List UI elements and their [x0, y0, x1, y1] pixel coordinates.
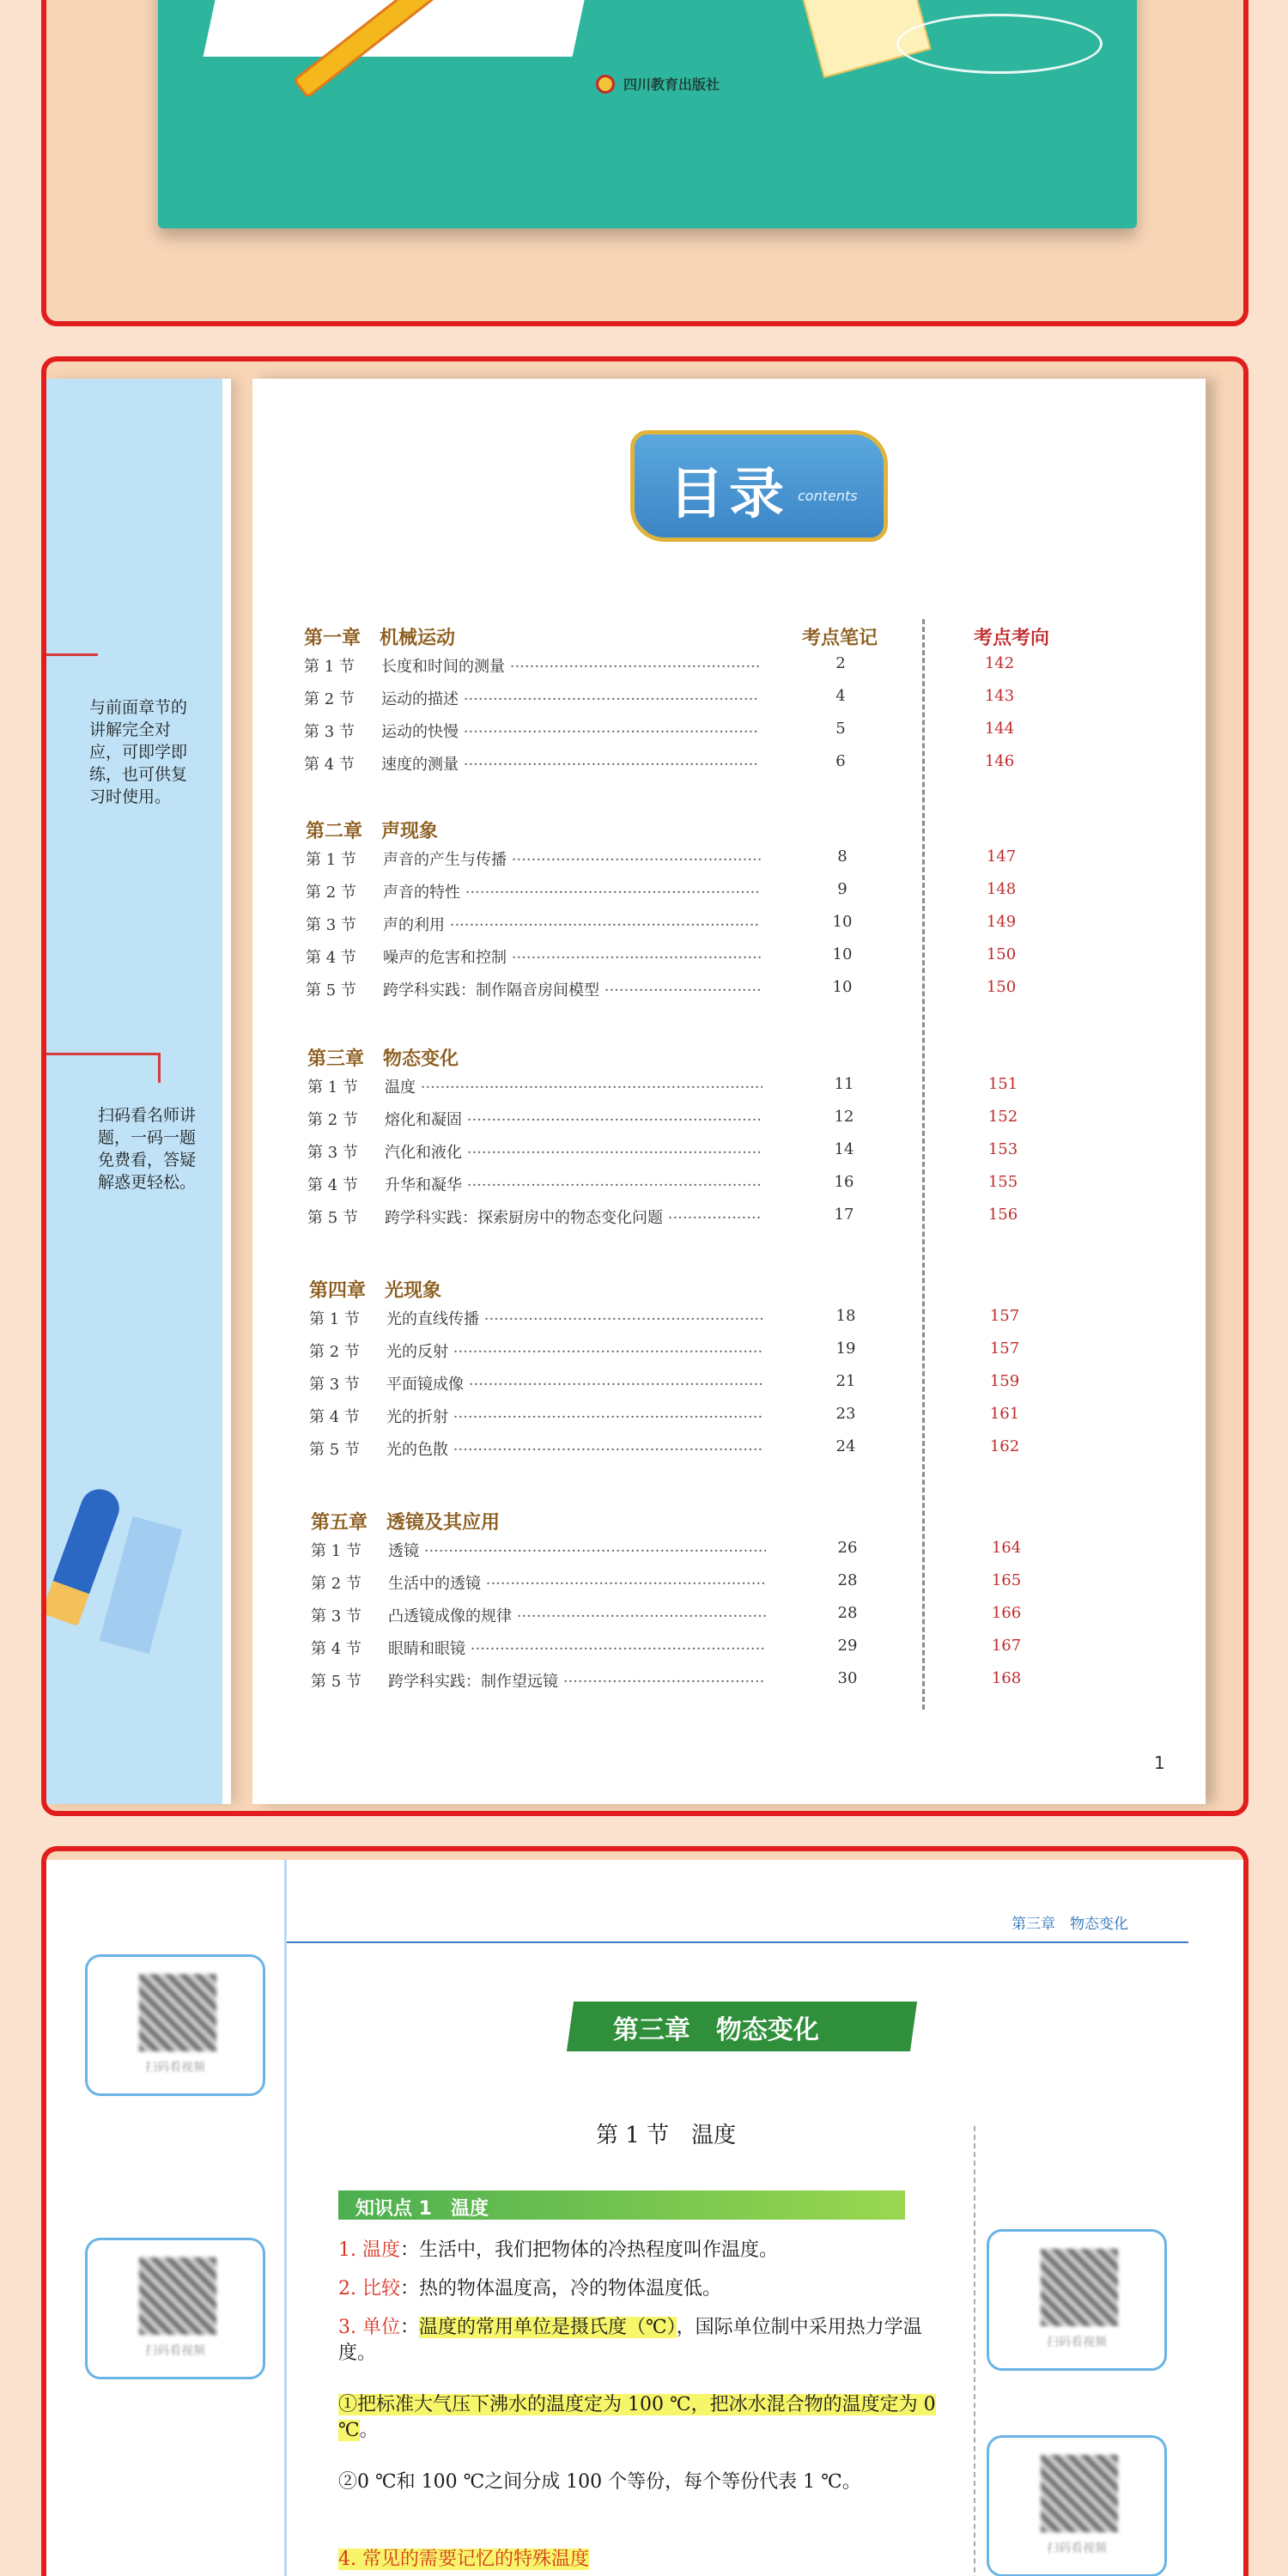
toc-page-exam: 147: [986, 848, 1017, 866]
toc-page-exam: 143: [984, 687, 1015, 705]
toc-section-title: 跨学科实践：探索厨房中的物态变化问题 ·····: [385, 1206, 762, 1228]
toc-section-number: 第 2 节: [304, 690, 355, 708]
toc-page-notes: 24: [835, 1437, 856, 1455]
toc-section-number: 第 3 节: [304, 723, 355, 741]
content-left-page: [46, 1860, 287, 2576]
toc-row[interactable]: [307, 1206, 1080, 1231]
content-page: [287, 1860, 1249, 2576]
toc-row[interactable]: [306, 913, 1078, 939]
left-note-1: 与前面章节的讲解完全对应，可即学即练，也可供复习时使用。: [89, 698, 188, 806]
qr-code-icon: [139, 2257, 216, 2335]
toc-page-notes: 14: [834, 1140, 854, 1158]
toc-page-notes: 16: [834, 1173, 854, 1191]
toc-row[interactable]: [306, 978, 1078, 1004]
toc-section-title: 声的利用 ·····: [383, 913, 761, 935]
item-1-text: ：生活中，我们把物体的冷热程度叫作温度。: [399, 2239, 778, 2261]
item-3-label: 3. 单位: [338, 2317, 400, 2338]
toc-row[interactable]: [311, 1571, 1084, 1597]
toc-section-title: 声音的特性 ·····: [383, 880, 761, 902]
toc-section-title: 光的反射 ·····: [386, 1340, 764, 1362]
toc-page-exam: 166: [991, 1604, 1022, 1622]
callout-line: [158, 1053, 161, 1083]
toc-section-title: 速度的测量 ·····: [381, 752, 759, 775]
toc-row[interactable]: [304, 720, 1077, 745]
toc-row[interactable]: [307, 1108, 1080, 1133]
toc-section-title: 温度 ·····: [385, 1075, 762, 1097]
toc-page-notes: 23: [835, 1405, 856, 1423]
col-head-notes: 考点笔记: [802, 628, 878, 649]
toc-section-title: 跨学科实践：制作望远镜 ·····: [388, 1669, 766, 1692]
toc-page: [252, 379, 1206, 1804]
qr-card[interactable]: [987, 2435, 1167, 2576]
toc-section-title: 汽化和液化 ·····: [385, 1140, 762, 1163]
toc-row[interactable]: [306, 880, 1078, 906]
toc-section-number: 第 4 节: [311, 1640, 361, 1658]
item-2-label: 2. 比较: [338, 2278, 400, 2300]
toc-section-title: 声音的产生与传播 ·····: [383, 848, 761, 870]
running-head: 第三章 物态变化: [1012, 1916, 1128, 1933]
toc-section-title: 噪声的危害和控制 ·····: [383, 945, 761, 968]
toc-section-title: 升华和凝华 ·····: [385, 1173, 762, 1195]
toc-section-number: 第 3 节: [307, 1144, 358, 1162]
item-3-text: ，国际单位制中采用热力学温度。: [338, 2317, 922, 2364]
toc-row[interactable]: [311, 1637, 1084, 1662]
toc-section-title: 运动的快慢 ·····: [381, 720, 759, 742]
qr-card[interactable]: [85, 2238, 265, 2379]
toc-row[interactable]: [304, 752, 1077, 778]
chapter-banner-label: 第三章 物态变化: [612, 2015, 819, 2045]
toc-page-notes: 17: [834, 1206, 854, 1224]
chapter-heading: 第三章 物态变化: [307, 1048, 459, 1070]
toc-page-notes: 10: [832, 978, 853, 996]
toc-page-exam: 162: [989, 1437, 1020, 1455]
toc-row[interactable]: [306, 945, 1078, 971]
toc-section-number: 第 2 节: [306, 884, 356, 902]
toc-section-number: 第 5 节: [309, 1441, 360, 1459]
cover-frame: [41, 0, 1249, 326]
toc-page-exam: 168: [991, 1669, 1022, 1687]
header-rule: [287, 1941, 1188, 1943]
toc-page-notes: 28: [837, 1604, 858, 1622]
qr-caption: 扫码看视频: [145, 2344, 205, 2358]
toc-page-notes: 10: [832, 913, 853, 931]
toc-section-title: 光的直线传播 ·····: [386, 1307, 764, 1329]
toc-page-exam: 157: [989, 1307, 1020, 1325]
item-1-label: 1. 温度: [338, 2239, 400, 2261]
toc-page-notes: 5: [835, 720, 846, 738]
publisher-logo-icon: [596, 75, 615, 94]
chapter-heading: 第一章 机械运动: [304, 628, 456, 649]
toc-row[interactable]: [309, 1307, 1082, 1333]
toc-row[interactable]: [311, 1539, 1084, 1564]
toc-page-notes: 8: [837, 848, 848, 866]
toc-page-notes: 28: [837, 1571, 858, 1589]
toc-row[interactable]: [306, 848, 1078, 873]
toc-section-title: 眼睛和眼镜 ·····: [388, 1637, 766, 1659]
toc-row[interactable]: [309, 1405, 1082, 1431]
toc-row[interactable]: [307, 1173, 1080, 1199]
toc-section-title: 跨学科实践：制作隔音房间模型 ·····: [383, 978, 761, 1000]
section-title: 第 1 节 温度: [596, 2123, 737, 2148]
publisher: [596, 74, 720, 94]
toc-page-notes: 18: [835, 1307, 856, 1325]
toc-page-notes: 9: [837, 880, 848, 898]
toc-section-number: 第 5 节: [311, 1673, 361, 1691]
toc-page-exam: 151: [987, 1075, 1018, 1093]
col-head-exam: 考点考向: [974, 628, 1050, 649]
toc-section-number: 第 4 节: [307, 1176, 358, 1194]
qr-card[interactable]: [987, 2229, 1167, 2371]
toc-page-exam: 150: [986, 945, 1017, 963]
toc-section-title: 熔化和凝固 ·····: [385, 1108, 762, 1130]
toc-section-number: 第 1 节: [307, 1078, 358, 1097]
toc-banner: [630, 430, 888, 542]
ring-illustration: [896, 14, 1103, 74]
toc-page-exam: 164: [991, 1539, 1022, 1557]
toc-page-exam: 153: [987, 1140, 1018, 1158]
item-2: [338, 2276, 957, 2302]
toc-row[interactable]: [309, 1437, 1082, 1463]
toc-frame: [41, 356, 1249, 1816]
toc-section-number: 第 5 节: [306, 981, 356, 999]
toc-page-notes: 10: [832, 945, 853, 963]
toc-section-number: 第 5 节: [307, 1209, 358, 1227]
item-3a: [338, 2392, 957, 2444]
toc-row[interactable]: [309, 1340, 1082, 1365]
item-3a-end: 。: [359, 2420, 379, 2441]
item-4-highlight: 4. 常见的需要记忆的特殊温度: [338, 2549, 589, 2570]
content-frame: [41, 1846, 1249, 2576]
knowledge-point-bar: [338, 2190, 905, 2220]
margin-divider: [974, 2126, 975, 2576]
qr-code-icon: [139, 1974, 216, 2051]
qr-caption: 扫码看视频: [145, 2061, 205, 2075]
qr-code-icon: [1041, 2455, 1118, 2532]
toc-section-number: 第 3 节: [306, 916, 356, 934]
toc-page-exam: 152: [987, 1108, 1018, 1126]
item-4: [338, 2547, 957, 2573]
callout-line: [46, 653, 98, 656]
toc-page-notes: 19: [835, 1340, 856, 1358]
book-cover: [158, 0, 1137, 228]
toc-section-number: 第 3 节: [311, 1607, 361, 1625]
toc-page-exam: 159: [989, 1372, 1020, 1390]
callout-line: [46, 1053, 158, 1055]
toc-page-exam: 167: [991, 1637, 1022, 1655]
qr-caption: 扫码看视频: [1047, 2336, 1107, 2349]
item-3b: ②0 ℃和 100 ℃之间分成 100 个等份，每个等份代表 1 ℃。: [338, 2471, 861, 2493]
toc-section-title: 光的色散 ·····: [386, 1437, 764, 1460]
toc-section-number: 第 4 节: [306, 949, 356, 967]
toc-row[interactable]: [309, 1372, 1082, 1398]
left-page: [46, 379, 231, 1804]
toc-section-number: 第 1 节: [306, 851, 356, 869]
toc-row[interactable]: [307, 1140, 1080, 1166]
toc-section-number: 第 1 节: [304, 658, 355, 676]
toc-page-exam: 142: [984, 654, 1015, 672]
ruler-icon: [100, 1516, 183, 1654]
toc-section-number: 第 4 节: [304, 756, 355, 774]
toc-section-number: 第 3 节: [309, 1376, 360, 1394]
toc-page-exam: 157: [989, 1340, 1020, 1358]
knowledge-point-label: 知识点 1 温度: [355, 2198, 489, 2220]
toc-page-exam: 161: [989, 1405, 1020, 1423]
item-3a-highlight: ①把标准大气压下沸水的温度定为 100 ℃，把冰水混合物的温度定为 0 ℃: [338, 2394, 936, 2441]
toc-row[interactable]: [307, 1075, 1080, 1101]
toc-section-title: 凸透镜成像的规律 ·····: [388, 1604, 766, 1626]
chapter-heading: 第四章 光现象: [309, 1280, 442, 1302]
chapter-heading: 第二章 声现象: [306, 821, 439, 842]
toc-page-notes: 11: [834, 1075, 854, 1093]
toc-page-notes: 30: [837, 1669, 858, 1687]
toc-row[interactable]: [304, 654, 1077, 680]
toc-page-notes: 26: [837, 1539, 858, 1557]
toc-section-title: 透镜 ·····: [388, 1539, 766, 1561]
toc-page-exam: 148: [986, 880, 1017, 898]
toc-section-number: 第 2 节: [309, 1343, 360, 1361]
toc-page-exam: 150: [986, 978, 1017, 996]
toc-section-number: 第 2 节: [307, 1111, 358, 1129]
toc-page-exam: 155: [987, 1173, 1018, 1191]
item-3-highlight: 温度的常用单位是摄氏度（℃）: [419, 2317, 677, 2338]
toc-row[interactable]: [311, 1604, 1084, 1630]
toc-page-notes: 21: [835, 1372, 856, 1390]
toc-section-number: 第 4 节: [309, 1408, 360, 1426]
toc-section-number: 第 2 节: [311, 1575, 361, 1593]
toc-section-number: 第 1 节: [309, 1310, 360, 1328]
toc-page-notes: 12: [834, 1108, 854, 1126]
toc-page-exam: 146: [984, 752, 1015, 770]
left-note-2: 扫码看名师讲题，一码一题免费看，答疑解惑更轻松。: [98, 1106, 197, 1192]
toc-page-notes: 6: [835, 752, 846, 770]
toc-title: 目录: [669, 462, 789, 526]
publisher-name: 四川教育出版社: [623, 76, 720, 93]
qr-caption: 扫码看视频: [1047, 2542, 1107, 2555]
item-1: [338, 2238, 957, 2263]
toc-page-notes: 4: [835, 687, 846, 705]
toc-section-number: 第 1 节: [311, 1542, 361, 1560]
toc-page-notes: 2: [835, 654, 846, 672]
toc-section-title: 运动的描述 ·····: [381, 687, 759, 709]
qr-code-icon: [1041, 2249, 1118, 2326]
toc-section-title: 生活中的透镜 ·····: [388, 1571, 766, 1594]
toc-page-notes: 29: [837, 1637, 858, 1655]
toc-section-title: 光的折射 ·····: [386, 1405, 764, 1427]
toc-page-exam: 144: [984, 720, 1015, 738]
item-2-text: ：热的物体温度高，冷的物体温度低。: [399, 2278, 721, 2300]
chapter-banner: [567, 2002, 917, 2051]
page-number: 1: [1154, 1753, 1165, 1773]
toc-page-exam: 149: [986, 913, 1017, 931]
toc-section-title: 平面镜成像 ·····: [386, 1372, 764, 1394]
toc-row[interactable]: [311, 1669, 1084, 1695]
toc-row[interactable]: [304, 687, 1077, 713]
toc-subtitle: contents: [798, 488, 858, 504]
item-3: [338, 2315, 957, 2366]
qr-card[interactable]: [85, 1954, 265, 2096]
toc-page-exam: 156: [987, 1206, 1018, 1224]
toc-section-title: 长度和时间的测量 ·····: [381, 654, 759, 677]
toc-page-exam: 165: [991, 1571, 1022, 1589]
chapter-heading: 第五章 透镜及其应用: [311, 1512, 501, 1534]
item-3-colon: ：: [399, 2317, 419, 2338]
